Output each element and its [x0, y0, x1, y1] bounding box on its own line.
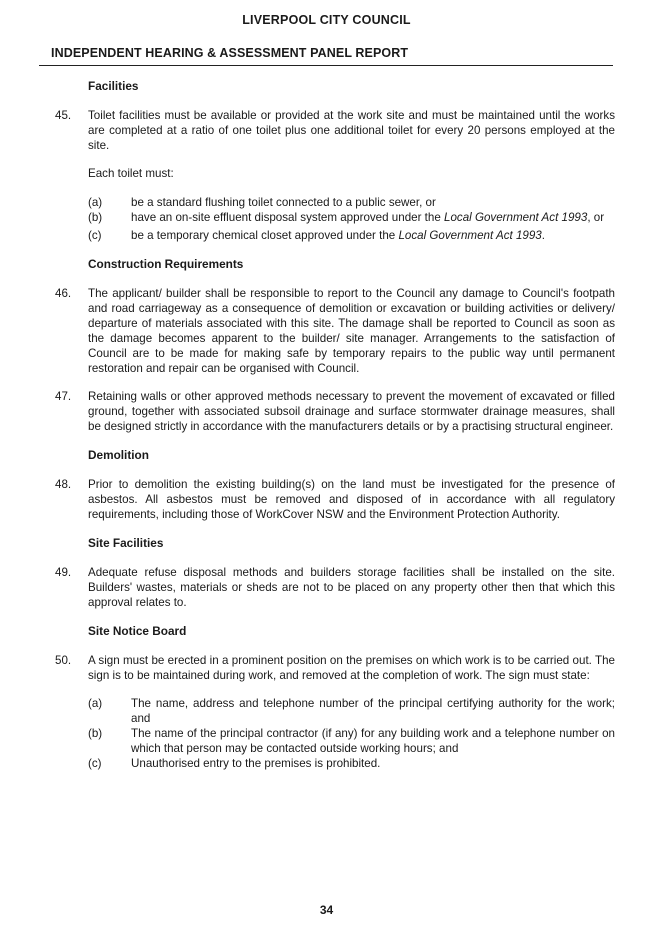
condition-text: Prior to demolition the existing building(s) on the land must be investigated for the presence of asbestos. All asbestos must be removed and disposed of in accordance with all regulatory requirements, including those of WorkCover NSW and the Environment Protection Authority.: [88, 478, 615, 521]
condition-48: [55, 477, 615, 522]
sub-item-text: The name, address and telephone number of the principal certifying authority for the work; and: [131, 697, 615, 725]
sub-item-text-tail: .: [541, 229, 545, 242]
condition-number: 49.: [55, 566, 72, 579]
section-heading-construction: Construction Requirements: [88, 257, 244, 271]
condition-number: 50.: [55, 654, 72, 667]
sub-item-text: be a standard flushing toilet connected to a public sewer, or: [131, 196, 436, 209]
sub-item-label: (a): [88, 196, 103, 209]
sub-item-a: [88, 696, 615, 726]
sub-item-b: [88, 210, 615, 225]
section-heading-site-notice: Site Notice Board: [88, 624, 187, 638]
sub-item-b: [88, 726, 615, 756]
header-divider: [39, 65, 613, 66]
sub-item-label: (b): [88, 211, 103, 224]
report-body: [55, 79, 615, 771]
condition-45: [55, 108, 615, 153]
act-name: Local Government Act 1993: [398, 229, 542, 242]
sub-item-label: (c): [88, 757, 102, 770]
condition-text: Toilet facilities must be available or provided at the work site and must be maintained until the works are completed at a ratio of one toilet plus one additional toilet for every 20 persons employed at the site.: [88, 109, 615, 152]
section-heading-demolition: Demolition: [88, 448, 149, 462]
condition-number: 48.: [55, 478, 72, 491]
condition-lead-text: Each toilet must:: [88, 167, 174, 180]
condition-number: 47.: [55, 390, 72, 403]
sub-item-text-plain: have an on-site effluent disposal system approved under the: [131, 211, 445, 224]
section-heading-site-facilities: Site Facilities: [88, 536, 164, 550]
condition-50: [55, 653, 615, 683]
sub-item-text: The name of the principal contractor (if any) for any building work and a telephone number on which that person may be contacted outside working hours; and: [131, 727, 615, 755]
condition-47: [55, 389, 615, 434]
condition-text: Adequate refuse disposal methods and builders storage facilities shall be installed on the site. Builders' wastes, materials or sheds are not to be placed on any property other then that which this approval relates to.: [88, 566, 615, 609]
condition-text: Retaining walls or other approved methods necessary to prevent the movement of excavated or filled ground, together with associated subsoil drainage and surface stormwater drainage measures, shall be designed strictly in accordance with the manufacturers details or by a practising structural engineer.: [88, 390, 615, 433]
sub-item-text: [131, 210, 615, 225]
section-heading-facilities: Facilities: [88, 79, 139, 93]
sub-item-text: Unauthorised entry to the premises is prohibited.: [131, 757, 381, 770]
sub-item-text-plain: be a temporary chemical closet approved under the: [131, 229, 399, 242]
condition-text: A sign must be erected in a prominent position on the premises on which work is to be carried out. The sign is to be maintained during work, and removed at the completion of work. The sign must state:: [88, 654, 615, 682]
sub-item-label: (c): [88, 229, 102, 242]
sub-item-label: (b): [88, 727, 103, 740]
act-name: Local Government Act 1993: [444, 211, 588, 224]
condition-number: 46.: [55, 287, 72, 300]
council-title: LIVERPOOL CITY COUNCIL: [242, 13, 411, 27]
sub-item-label: (a): [88, 697, 103, 710]
sub-item-text-tail: , or: [587, 211, 605, 224]
page-number: 34: [319, 903, 334, 917]
sub-item-a: [88, 195, 615, 210]
condition-text: The applicant/ builder shall be responsible to report to the Council any damage to Council's footpath and road carriageway as a consequence of demolition or excavation or building activities or delivery/ departure of materials associated with this site. The damage shall be reported to Council as soon as the damage becomes apparent to the builder/ site manager. Arrangements to the satisfaction of Council are to be made for making safe by temporary repairs to the public way until permanent restoration and repair can be organised with Council.: [88, 287, 615, 375]
condition-number: 45.: [55, 109, 72, 122]
sub-item-text: [131, 228, 615, 243]
sub-item-c: [88, 228, 615, 243]
sub-item-c: [88, 756, 615, 771]
condition-49: [55, 565, 615, 610]
condition-46: [55, 286, 615, 376]
report-title: INDEPENDENT HEARING & ASSESSMENT PANEL REPORT: [51, 46, 409, 60]
